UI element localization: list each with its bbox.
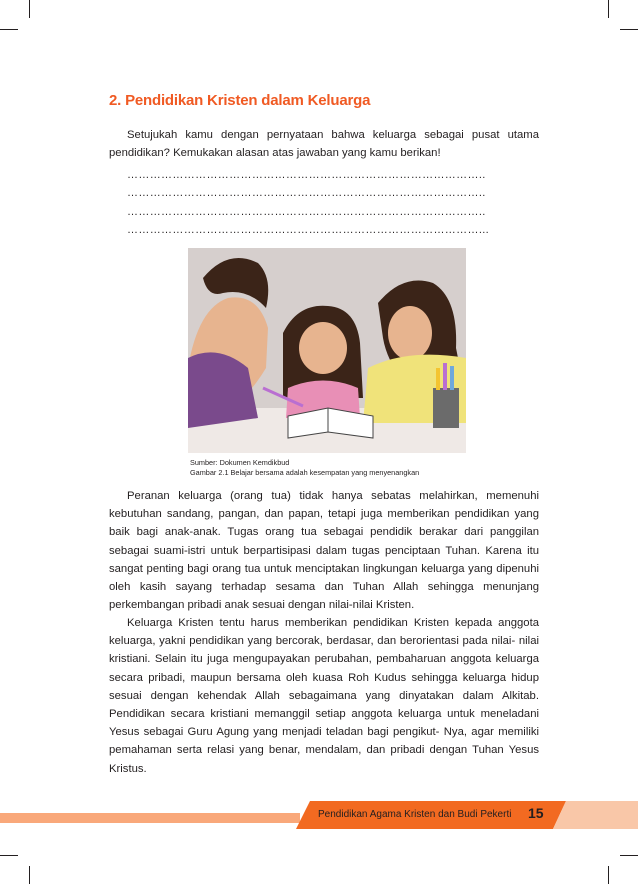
body-line: keluarga secara pribadi, maupun bersama oleh kuasa Roh Kudus sehingga [109, 653, 540, 684]
page-number: 15 [528, 805, 544, 821]
intro-line: pendidikan? Kemukakan alasan atas jawaban yang kamu berikan! [109, 147, 441, 160]
paragraph-1 [109, 487, 539, 614]
crop-mark [29, 0, 30, 18]
body-line: Karena itu sangat penting bagi orang tua untuk menciptakan lingkungan keluarga [109, 544, 540, 575]
figure-title: Gambar 2.1 Belajar bersama adalah kesempatan yang menyenangkan [190, 468, 420, 477]
answer-line[interactable]: ………………………………………………………………………………….. [127, 206, 486, 218]
crop-mark [620, 29, 638, 30]
answer-line[interactable]: …………………………………………………………………………………... [127, 224, 490, 236]
body-line: Peranan keluarga (orang tua) tidak hanya sebatas melahirkan, memenuhi [127, 490, 539, 502]
crop-mark [0, 29, 18, 30]
crop-mark [608, 866, 609, 884]
crop-mark [608, 0, 609, 18]
body-line: Keluarga Kristen tentu harus memberikan pendidikan Kristen kepada anggota [127, 617, 539, 629]
body-line: yang dipenuhi oleh kasih sayang terhadap sesama dan Tuhan Allah sehingga [109, 562, 540, 594]
footer-book-title: Pendidikan Agama Kristen dan Budi Pekerti [318, 809, 512, 820]
body-line: keluarga hidup sesuai dengan kehendak Allah sebagaimana yang dinyatakan [109, 671, 539, 702]
answer-line[interactable]: ………………………………………………………………………………….. [127, 187, 486, 199]
intro-paragraph [109, 126, 539, 162]
paragraph-2 [109, 614, 539, 778]
section-heading: 2. Pendidikan Kristen dalam Keluarga [109, 92, 371, 109]
body-line: untuk meneladani Yesus sebagai Guru Agung yang menjadi teladan bagi pengikut- [109, 708, 540, 739]
body-line: dengan Tuhan Yesus Kristus. [109, 744, 539, 775]
family-study-illustration [188, 248, 466, 453]
crop-mark [29, 866, 30, 884]
body-line: nilai kristiani. Selain itu juga mengupayakan perubahan, pembaharuan anggota [109, 635, 539, 666]
crop-mark [0, 855, 18, 856]
body-line: Nya, agar memiliki pemahaman serta relasi yang benar, mendalam, dan pribadi [109, 726, 539, 757]
body-line: kebutuhan sandang, pangan, dan papan, tetapi juga memberikan pendidikan [109, 508, 510, 521]
body-line: menunjang perkembangan pribadi anak sesuai dengan nilai-nilai Kristen. [109, 581, 540, 612]
body-line: keluarga, yakni pendidikan yang bercorak, berdasar, dan berorientasi pada nilai- [109, 635, 516, 648]
body-line: panggilan sebagai suami-istri untuk berpartisipasi dalam tugas penciptaan Tuhan. [109, 526, 540, 557]
answer-line[interactable]: ………………………………………………………………………………….. [127, 169, 486, 181]
body-line: yang baik bagi anak-anak. Tugas orang tua sebagai pendidik berakar dari [109, 508, 539, 539]
crop-mark [620, 855, 638, 856]
figure-source: Sumber: Dokumen Kemdikbud [190, 458, 290, 467]
intro-line: Setujukah kamu dengan pernyataan bahwa keluarga sebagai pusat utama [127, 129, 539, 141]
figure-caption [190, 458, 419, 478]
body-line: dalam Alkitab. Pendidikan secara kristiani memanggil setiap anggota keluarga [109, 689, 539, 721]
